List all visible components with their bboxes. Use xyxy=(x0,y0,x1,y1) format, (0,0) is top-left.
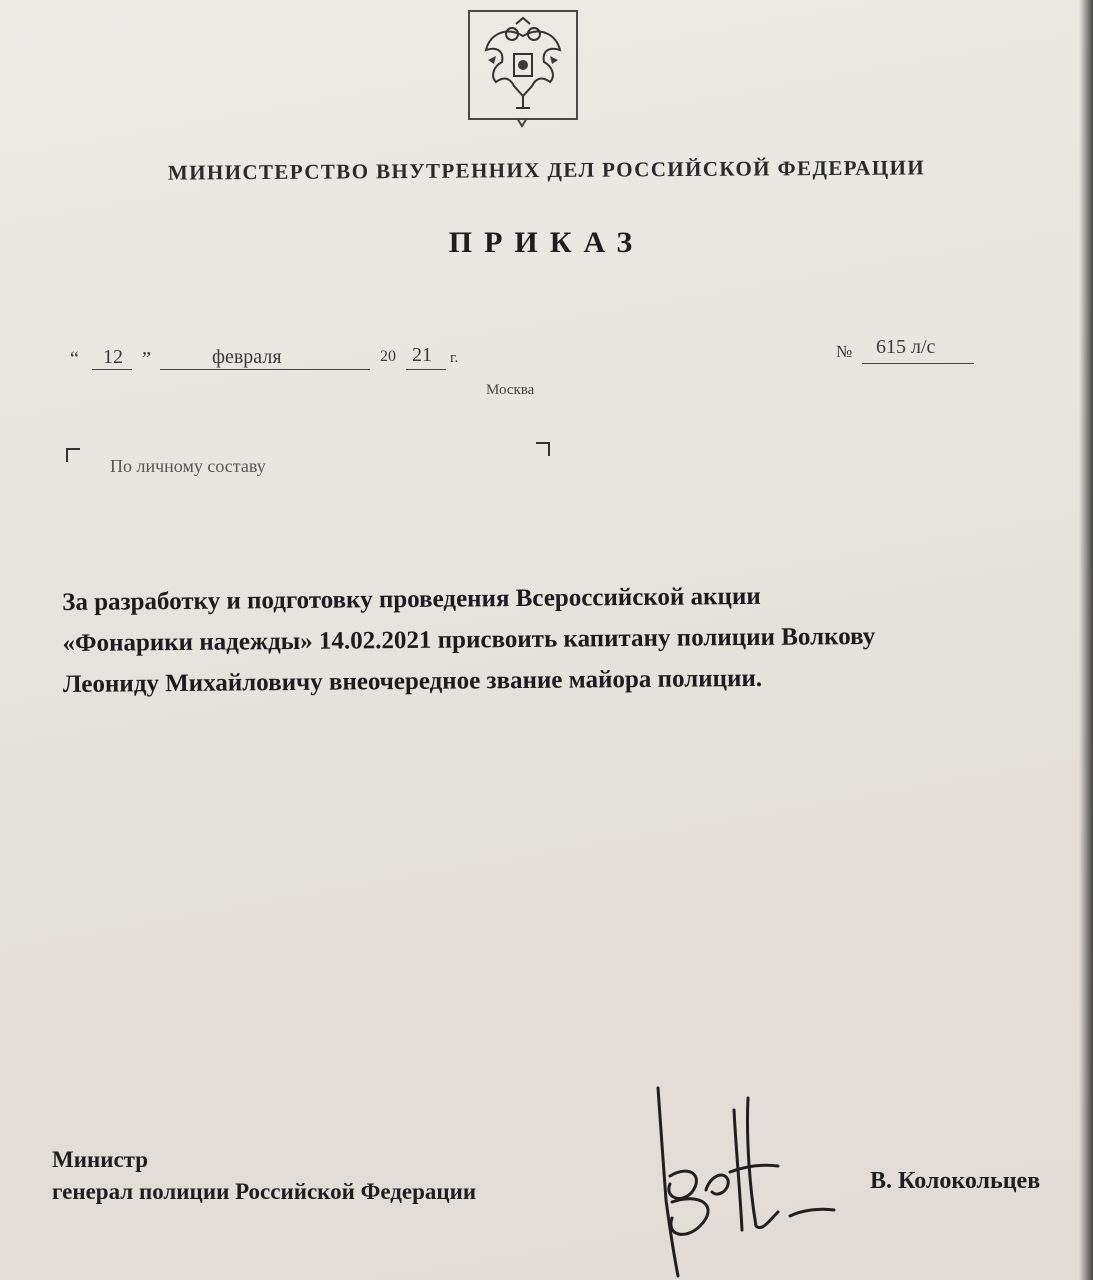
body-line: За разработку и подготовку проведения Всероссийской акции xyxy=(62,582,761,616)
document-subject: По личному составу xyxy=(110,456,266,476)
coat-of-arms-icon xyxy=(476,16,570,114)
emblem-frame xyxy=(468,10,578,120)
month-underline xyxy=(160,369,370,370)
signatory-title-line1: Министр xyxy=(52,1147,149,1172)
date-year-prefix: 20 xyxy=(380,348,396,365)
number-underline xyxy=(862,363,974,364)
handwritten-signature-icon xyxy=(630,1080,850,1280)
subject-corner-right xyxy=(536,442,550,456)
signatory-title xyxy=(52,1144,476,1208)
date-day: 12 xyxy=(103,346,123,368)
order-number: 615 л/с xyxy=(876,336,936,358)
number-prefix: № xyxy=(836,342,853,361)
document-type: ПРИКАЗ xyxy=(448,226,645,259)
subject-corner-left xyxy=(66,448,80,462)
city: Москва xyxy=(486,382,535,398)
emblem-tail-mark xyxy=(517,118,527,128)
date-close-quote: ” xyxy=(142,348,151,370)
ministry-name: МИНИСТЕРСТВО ВНУТРЕННИХ ДЕЛ РОССИЙСКОЙ ФЕДЕРАЦИИ xyxy=(167,155,926,185)
body-line: «Фонарики надежды» 14.02.2021 присвоить капитану полиции Волкову xyxy=(62,622,876,657)
date-year-unit: г. xyxy=(450,350,459,366)
signatory-title-line2: генерал полиции Российской Федерации xyxy=(52,1179,477,1204)
signatory-name: В. Колокольцев xyxy=(870,1168,1041,1194)
date-year-suffix: 21 xyxy=(412,344,432,366)
day-underline xyxy=(92,369,132,370)
order-body xyxy=(62,574,1023,705)
body-line: Леониду Михайловичу внеочередное звание майора полиции. xyxy=(62,664,763,698)
year-underline xyxy=(406,369,446,370)
date-month: февраля xyxy=(212,346,282,368)
date-open-quote: “ xyxy=(70,348,79,370)
